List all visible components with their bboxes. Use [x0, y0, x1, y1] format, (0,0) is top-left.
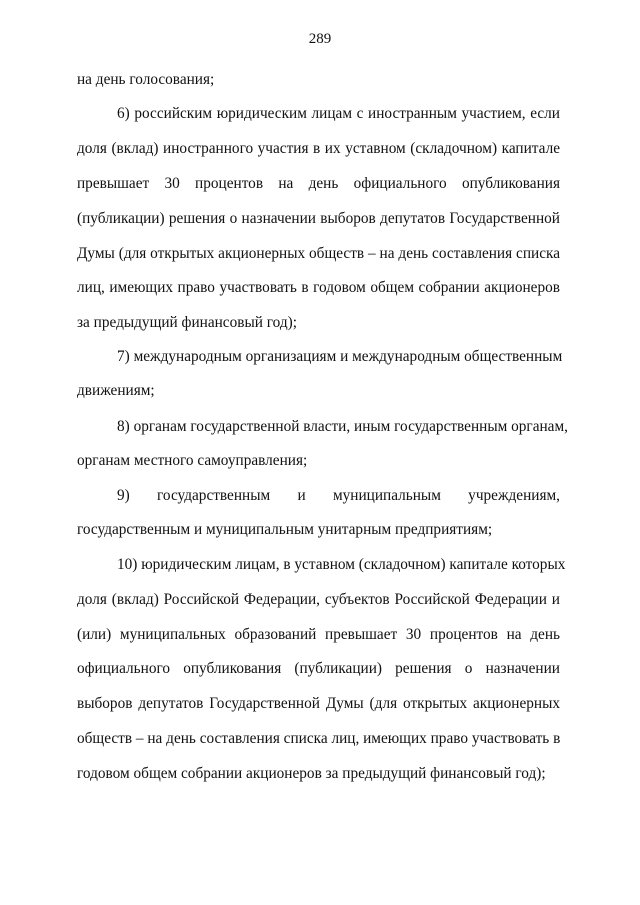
text-line: 10) юридическим лицам, в уставном (складочном) капитале которых	[117, 556, 566, 573]
text-line: доля (вклад) Российской Федерации, субъектов Российской Федерации и	[77, 591, 560, 608]
text-line: государственным и муниципальным унитарным предприятиям;	[77, 521, 493, 538]
text-line: 6) российским юридическим лицам с иностранным участием, если	[117, 105, 560, 122]
text-line: Думы (для открытых акционерных обществ – на день составления списка	[77, 245, 560, 262]
text-line: доля (вклад) иностранного участия в их уставном (складочном) капитале	[77, 140, 560, 157]
text-line: превышает 30 процентов на день официального опубликования	[77, 175, 560, 192]
text-line: (публикации) решения о назначении выборов депутатов Государственной	[77, 210, 560, 227]
text-line: 7) международным организациям и международным общественным	[117, 348, 563, 365]
text-line: официального опубликования (публикации) решения о назначении	[77, 660, 560, 677]
text-line: лиц, имеющих право участвовать в годовом общем собрании акционеров	[77, 279, 560, 296]
text-line: на день голосования;	[77, 71, 215, 88]
text-line: за предыдущий финансовый год);	[77, 314, 297, 331]
text-line: движениям;	[77, 382, 155, 399]
text-line: (или) муниципальных образований превышает 30 процентов на день	[77, 626, 560, 643]
text-line: 9) государственным и муниципальным учреждениям,	[117, 487, 560, 504]
text-line: 8) органам государственной власти, иным государственным органам,	[117, 418, 568, 435]
text-line: обществ – на день составления списка лиц, имеющих право участвовать в	[77, 730, 561, 747]
page-number: 289	[308, 31, 332, 47]
text-line: годовом общем собрании акционеров за предыдущий финансовый год);	[77, 765, 546, 782]
text-line: органам местного самоуправления;	[77, 452, 308, 469]
text-line: выборов депутатов Государственной Думы (для открытых акционерных	[77, 695, 560, 712]
